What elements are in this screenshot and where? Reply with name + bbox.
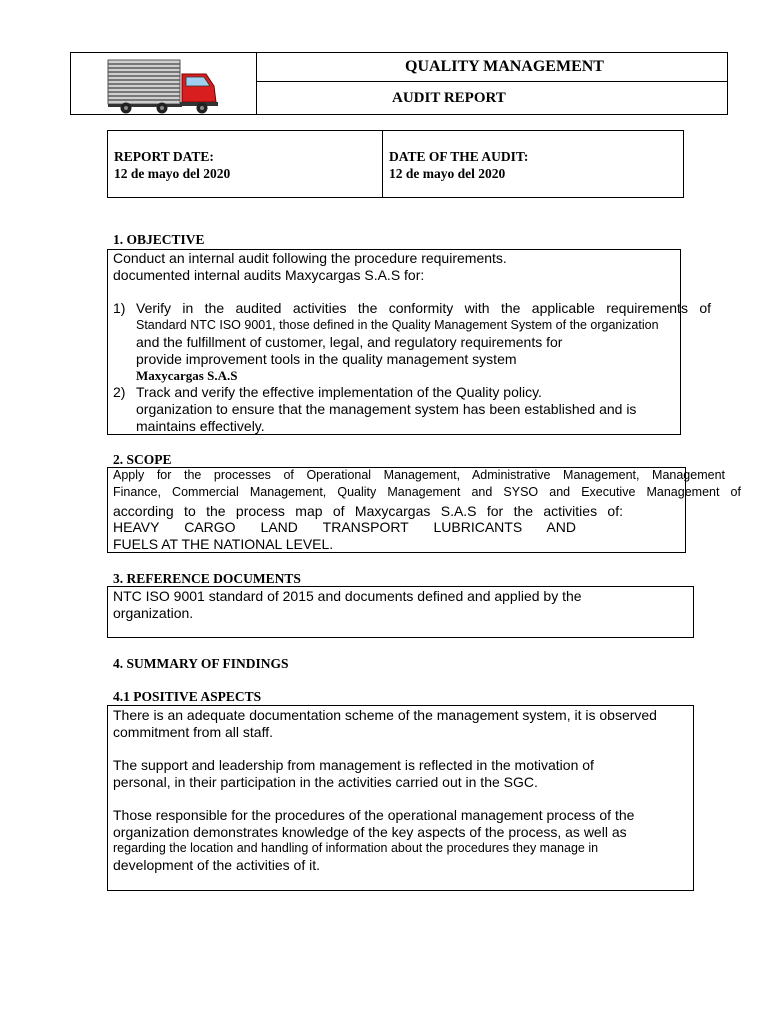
truck-icon	[106, 56, 246, 114]
scope-heading: 2. SCOPE	[113, 452, 172, 467]
objective-company-name: Maxycargas S.A.S	[136, 368, 238, 383]
scope-line: FUELS AT THE NATIONAL LEVEL.	[113, 536, 334, 552]
objective-item-line: organization to ensure that the management system has been established and is	[136, 401, 637, 417]
scope-line: HEAVY CARGO LAND TRANSPORT LUBRICANTS AND	[113, 519, 576, 535]
objective-line: documented internal audits Maxycargas S.A.S for:	[113, 267, 425, 283]
report-date-cell	[108, 131, 383, 197]
objective-line: Conduct an internal audit following the procedure requirements.	[113, 250, 507, 266]
objective-item-line: Track and verify the effective implementation of the Quality policy.	[136, 384, 542, 400]
references-heading: 3. REFERENCE DOCUMENTS	[113, 571, 301, 586]
document-title: QUALITY MANAGEMENT	[405, 58, 604, 75]
audit-date-label: DATE OF THE AUDIT:	[389, 149, 529, 164]
scope-line: according to the process map of Maxycargas S.A.S for the activities of:	[113, 503, 623, 519]
references-line: organization.	[113, 605, 194, 621]
document-subtitle: AUDIT REPORT	[392, 90, 506, 106]
positive-line: personal, in their participation in the activities carried out in the SGC.	[113, 774, 538, 790]
objective-item-number: 2)	[113, 384, 126, 400]
report-date-value: 12 de mayo del 2020	[114, 166, 231, 181]
objective-heading: 1. OBJECTIVE	[113, 232, 205, 247]
title-cell	[257, 53, 727, 82]
audit-date-value: 12 de mayo del 2020	[389, 166, 506, 181]
objective-item-line: Standard NTC ISO 9001, those defined in the Quality Management System of the organization	[136, 318, 659, 332]
summary-heading: 4. SUMMARY OF FINDINGS	[113, 656, 289, 671]
audit-date-cell	[383, 131, 683, 197]
date-table	[107, 130, 684, 198]
logo-cell	[71, 53, 257, 114]
positive-line: Those responsible for the procedures of the operational management process of the	[113, 807, 635, 823]
positive-line: commitment from all staff.	[113, 724, 274, 740]
objective-item-number: 1)	[113, 300, 126, 316]
positive-heading: 4.1 POSITIVE ASPECTS	[113, 689, 262, 704]
references-line: NTC ISO 9001 standard of 2015 and documents defined and applied by the	[113, 588, 582, 604]
header-table	[70, 52, 728, 115]
positive-line: development of the activities of it.	[113, 857, 320, 873]
subtitle-cell	[257, 82, 727, 114]
scope-line: Apply for the processes of Operational Management, Administrative Management, Management	[113, 468, 725, 482]
positive-line: There is an adequate documentation scheme of the management system, it is observed	[113, 707, 657, 723]
positive-line: regarding the location and handling of information about the procedures they manage in	[113, 841, 599, 855]
objective-item-line: and the fulfillment of customer, legal, and regulatory requirements for	[136, 334, 563, 350]
positive-line: The support and leadership from management is reflected in the motivation of	[113, 757, 594, 773]
objective-item-line: provide improvement tools in the quality management system	[136, 351, 517, 367]
positive-line: organization demonstrates knowledge of the key aspects of the process, as well as	[113, 824, 627, 840]
scope-line: Finance, Commercial Management, Quality Management and SYSO and Executive Management of	[113, 485, 741, 499]
report-date-label: REPORT DATE:	[114, 149, 214, 164]
objective-item-line: maintains effectively.	[136, 418, 265, 434]
objective-item-line: Verify in the audited activities the conformity with the applicable requirements of	[136, 300, 711, 316]
